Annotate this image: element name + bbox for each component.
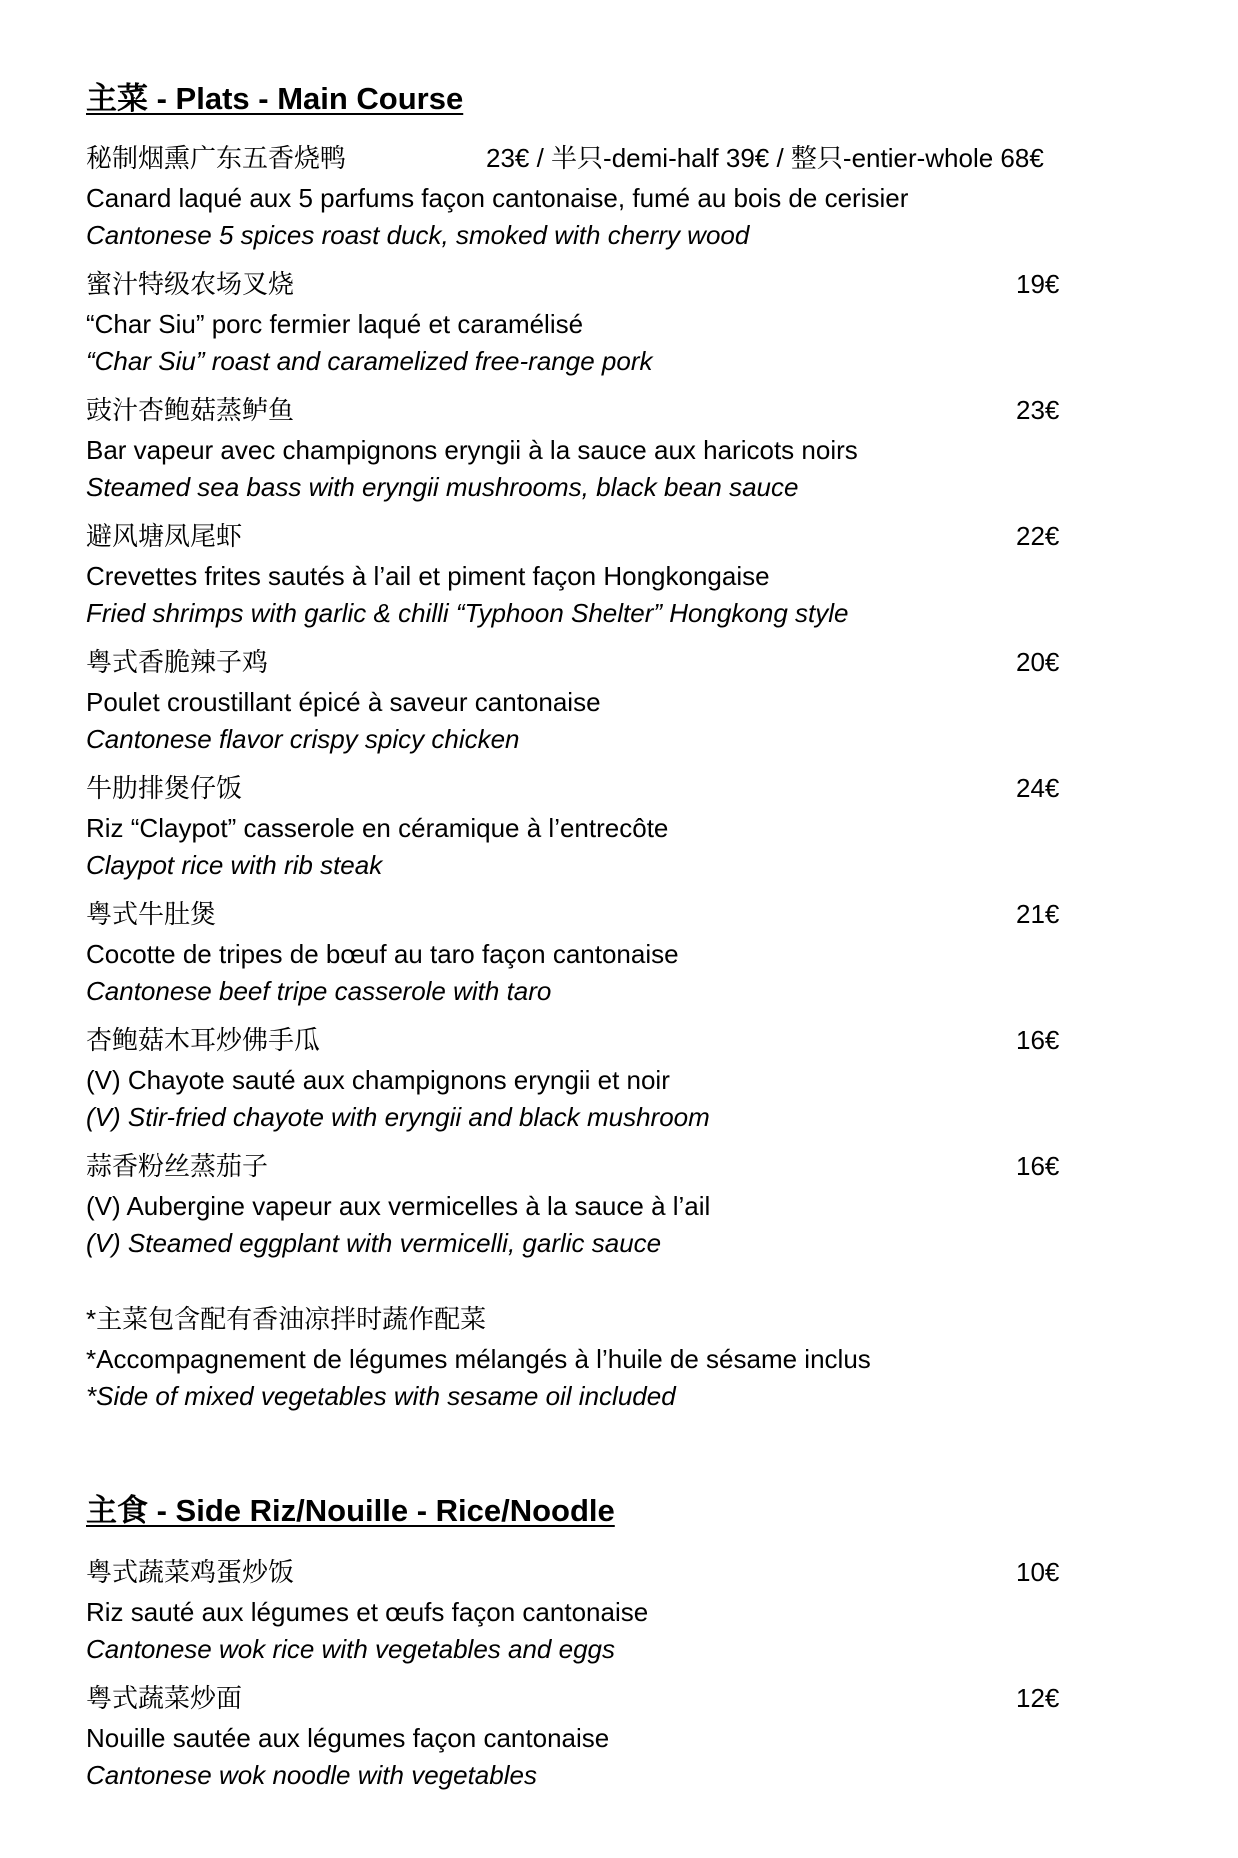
item-name-zh: 粤式香脆辣子鸡: [86, 647, 269, 677]
item-name-en: (V) Steamed eggplant with vermicelli, garlic sauce: [86, 1228, 662, 1258]
item-name-zh: 粤式蔬菜炒面: [86, 1683, 243, 1713]
item-price: 20€: [1016, 647, 1060, 677]
item-name-fr: “Char Siu” porc fermier laqué et caramélisé: [86, 309, 584, 339]
item-name-en: (V) Stir-fried chayote with eryngii and black mushroom: [86, 1102, 710, 1132]
item-name-en: Cantonese beef tripe casserole with taro: [86, 976, 552, 1006]
item-name-zh: 秘制烟熏广东五香烧鸭: [86, 143, 347, 173]
item-name-zh: 豉汁杏鲍菇蒸鲈鱼: [86, 395, 295, 425]
note-en: *Side of mixed vegetables with sesame oil included: [86, 1381, 676, 1411]
item-name-en: Cantonese wok rice with vegetables and eggs: [86, 1634, 615, 1664]
main-course-title: 主菜 - Plats - Main Course: [86, 81, 464, 116]
item-price: 24€: [1016, 773, 1060, 803]
item-name-en: “Char Siu” roast and caramelized free-range pork: [86, 346, 653, 376]
item-price: 19€: [1016, 269, 1060, 299]
note-zh: *主菜包含配有香油凉拌时蔬作配菜: [86, 1304, 487, 1334]
item-name-en: Cantonese 5 spices roast duck, smoked with cherry wood: [86, 220, 750, 250]
note-fr: *Accompagnement de légumes mélangés à l’huile de sésame inclus: [86, 1344, 871, 1374]
item-name-fr: Nouille sautée aux légumes façon cantonaise: [86, 1723, 610, 1753]
item-name-fr: Crevettes frites sautés à l’ail et piment façon Hongkongaise: [86, 561, 770, 591]
item-name-zh: 粤式牛肚煲: [86, 899, 217, 929]
item-name-fr: Canard laqué aux 5 parfums façon cantonaise, fumé au bois de cerisier: [86, 183, 909, 213]
item-price: 16€: [1016, 1025, 1060, 1055]
item-name-en: Steamed sea bass with eryngii mushrooms, black bean sauce: [86, 472, 799, 502]
item-name-fr: Bar vapeur avec champignons eryngii à la sauce aux haricots noirs: [86, 435, 858, 465]
item-name-fr: (V) Chayote sauté aux champignons eryngii et noir: [86, 1065, 670, 1095]
item-name-fr: Poulet croustillant épicé à saveur cantonaise: [86, 687, 601, 717]
item-name-en: Fried shrimps with garlic & chilli “Typhoon Shelter” Hongkong style: [86, 598, 849, 628]
rice-noodle-title: 主食 - Side Riz/Nouille - Rice/Noodle: [86, 1493, 615, 1528]
item-price: 23€: [1016, 395, 1060, 425]
item-name-zh: 杏鲍菇木耳炒佛手瓜: [86, 1025, 321, 1055]
item-name-zh: 粤式蔬菜鸡蛋炒饭: [86, 1557, 295, 1587]
item-name-en: Cantonese wok noodle with vegetables: [86, 1760, 537, 1790]
item-name-zh: 蒜香粉丝蒸茄子: [86, 1151, 269, 1181]
item-name-fr: Riz sauté aux légumes et œufs façon cantonaise: [86, 1597, 649, 1627]
item-name-fr: (V) Aubergine vapeur aux vermicelles à la sauce à l’ail: [86, 1191, 711, 1221]
item-price: 22€: [1016, 521, 1060, 551]
item-name-en: Cantonese flavor crispy spicy chicken: [86, 724, 520, 754]
item-price: 23€ / 半只-demi-half 39€ / 整只-entier-whole 68€: [486, 143, 1044, 173]
item-name-fr: Cocotte de tripes de bœuf au taro façon cantonaise: [86, 939, 679, 969]
item-price: 16€: [1016, 1151, 1060, 1181]
item-name-zh: 避风塘凤尾虾: [86, 521, 243, 551]
item-name-fr: Riz “Claypot” casserole en céramique à l’entrecôte: [86, 813, 669, 843]
item-price: 10€: [1016, 1557, 1060, 1587]
item-name-zh: 牛肋排煲仔饭: [86, 773, 243, 803]
item-price: 12€: [1016, 1683, 1060, 1713]
item-name-zh: 蜜汁特级农场叉烧: [86, 269, 295, 299]
item-name-en: Claypot rice with rib steak: [86, 850, 383, 880]
item-price: 21€: [1016, 899, 1060, 929]
